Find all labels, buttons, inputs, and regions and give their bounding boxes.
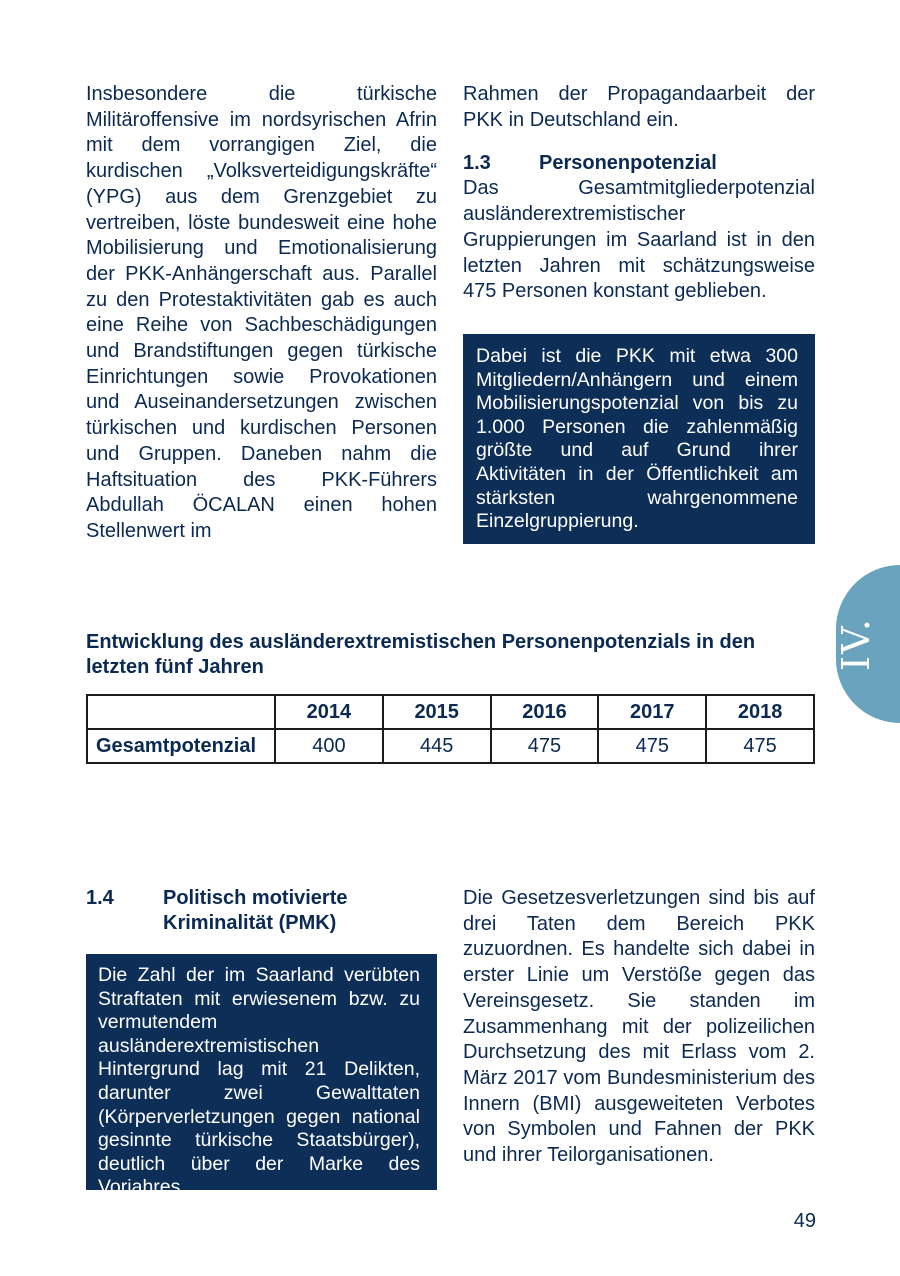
page-number: 49 [793, 1210, 816, 1232]
chapter-tab [836, 565, 900, 723]
year-header: 2014 [275, 695, 383, 729]
highlight-box-pkk [463, 334, 815, 544]
body-paragraph: Das Gesamtmitgliederpotenzial ausländerextremistischer Gruppierungen im Saarland ist in den letzten Jahren mit schätzungsweise 475 Personen konstant geblieben. [463, 177, 815, 303]
year-header: 2018 [706, 695, 814, 729]
table-cell: 400 [275, 729, 383, 763]
year-header: 2015 [383, 695, 491, 729]
section-heading-1-4 [86, 886, 437, 936]
section-title: Politisch motivierte Kriminalität (PMK) [163, 887, 348, 934]
body-paragraph: Die Gesetzesverletzungen sind bis auf drei Taten dem Bereich PKK zuzuordnen. Es handelte sich dabei in erster Linie um Verstöße gegen das Vereinsgesetz. Sie standen im Zusammenhang mit der polizeilichen Durchsetzung des mit Erlass vom 2. März 2017 vom Bundesministerium des Innern (BMI) ausgeweiteten Verbotes von Symbolen und Fahnen der PKK und ihrer Teilorganisationen. [463, 887, 815, 1167]
highlight-text: Die Zahl der im Saarland verübten Straftaten mit erwiesenem bzw. zu vermutendem ausländerextremistischen Hintergrund lag mit 21 Delikten, darunter zwei Gewalttaten (Körperverletzungen gegen national gesinnte türkische Staatsbürger), deutlich über der Marke des Vorjahres. [98, 964, 420, 1199]
table-corner-cell [87, 695, 275, 729]
right-column-top [463, 82, 815, 305]
body-paragraph: Insbesondere die türkische Militäroffensive im nordsyrischen Afrin mit dem vorrangigen Ziel, die kurdischen „Volksverteidigungskräfte“ (YPG) aus dem Grenzgebiet zu vertreiben, löste bundesweit eine hohe Mobilisierung und Emotionalisierung der PKK-Anhängerschaft aus. Parallel zu den Protestaktivitäten gab es auch eine Reihe von Sachbeschädigungen und Brandstiftungen gegen türkische Einrichtungen sowie Provokationen und Auseinandersetzungen zwischen türkischen und kurdischen Personen und Gruppen. Daneben nahm die Haftsituation des PKK-Führers Abdullah ÖCALAN einen hohen Stellenwert im [86, 83, 437, 542]
year-header: 2017 [598, 695, 706, 729]
table-cell: 475 [598, 729, 706, 763]
left-column-top [86, 82, 437, 545]
highlight-text: Dabei ist die PKK mit etwa 300 Mitgliedern/Anhängern und einem Mobilisierungspotenzial von bis zu 1.000 Personen die zahlenmäßig größte und auf Grund ihrer Aktivitäten in der Öffentlichkeit am stärksten wahrgenommene Einzelgruppierung. [476, 345, 798, 533]
right-column-bottom [463, 886, 815, 1169]
section-number: 1.3 [463, 152, 491, 175]
highlight-box-pmk [86, 954, 437, 1199]
chapter-label: IV. [834, 617, 878, 671]
section-heading-1-3 [463, 151, 815, 176]
table-row [87, 729, 814, 763]
section-number: 1.4 [86, 887, 114, 909]
continuation-paragraph: Rahmen der Propagandaarbeit der PKK in Deutschland ein. [463, 83, 815, 131]
table-cell: 445 [383, 729, 491, 763]
table-header-row [87, 695, 814, 729]
row-label: Gesamtpotenzial [87, 729, 275, 763]
year-header: 2016 [491, 695, 599, 729]
table-cell: 475 [491, 729, 599, 763]
table-cell: 475 [706, 729, 814, 763]
personenpotenzial-table [86, 694, 815, 764]
table-caption: Entwicklung des ausländerextremistischen Personenpotenzials in den letzten fünf Jahren [86, 631, 756, 678]
section-title: Personenpotenzial [539, 152, 717, 175]
